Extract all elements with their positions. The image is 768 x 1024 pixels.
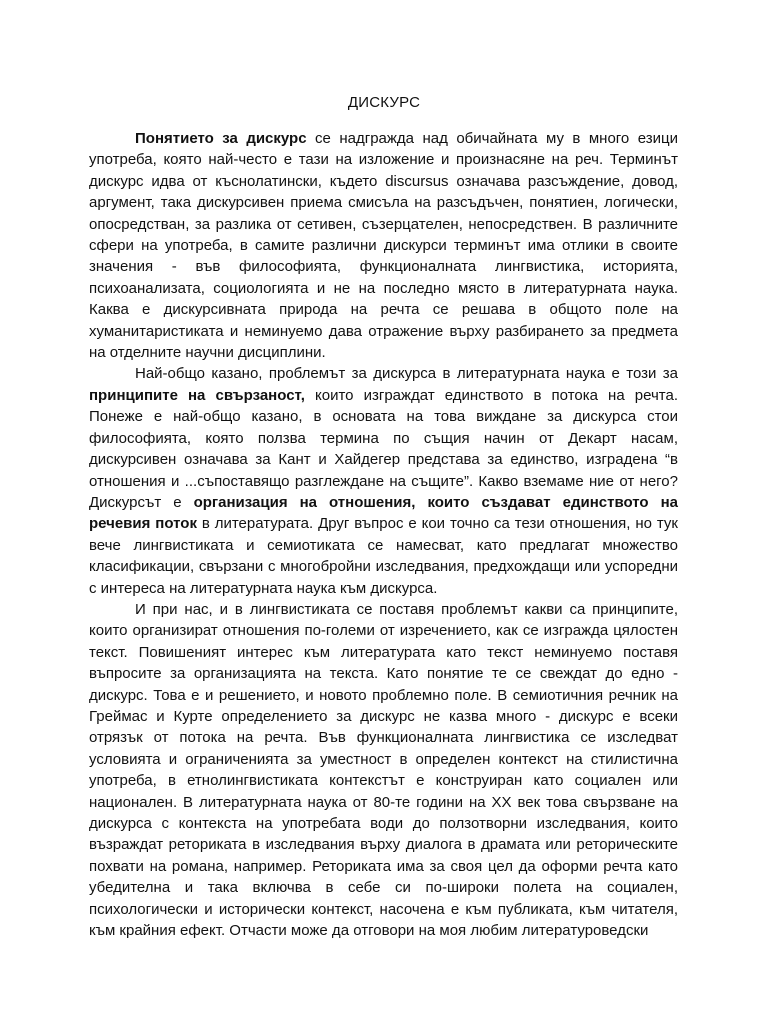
bold-term: Понятието за дискурс [135, 130, 307, 147]
paragraph-text: Най-общо казано, проблемът за дискурса в литературната наука е този за [135, 365, 678, 383]
paragraph-3 [89, 599, 678, 942]
bold-term: принципите на свързаност, [89, 386, 305, 404]
paragraph-2 [89, 363, 678, 598]
paragraph-text: И при нас, и в лингвистиката се поставя проблемът какви са принципите, които организират отношения по-големи от изречението, как се изгражда цялостен текст. Повишеният интерес към литературата като текст неминуемо поставя въпросите за организацията на текста. Като понятие те се свеждат до едно - дискурс. Това е и решението, и новото проблемно поле. В семиотичния речник на Греймас и Курте определението за дискурс не казва много - дискурс е всеки отрязък от потока на речта. Във функционалната лингвистика се изследват условията и ограниченията за уместност в определен контекст на стилистична употреба, в етнолингвистиката контекстът е конструиран като социален или национален. В литературната наука от 80-те години на XX век това свързване на дискурса с контекста на употребата води до ползотворни изследвания, които възраждат реториката в изследвания върху диалога в драмата или реторическите похвати на романа, например. Реториката има за своя цел да оформи речта като убедителна и така включва в себе си по-широки полета на социален, психологически и исторически контекст, насочена е към публиката, към читателя, към крайния ефект. Отчасти може да отговори на моя любим литературоведски [89, 600, 678, 940]
paragraph-1 [89, 128, 678, 363]
document-body [89, 128, 678, 941]
paragraph-text: в литературата. Друг въпрос е кои точно са тези отношения, но тук вече лингвистиката и семиотиката се намесват, като предлагат множество класификации, свързани с многобройни изследвания, предхождащи или успоредни с интереса на литературната наука към дискурса. [89, 515, 678, 597]
bold-term: организация на отношения, които създават единството на речевия поток [89, 493, 678, 533]
page-title: ДИСКУРС [347, 94, 421, 111]
paragraph-text: които изграждат единството в потока на речта. Понеже е най-общо казано, в основата на това виждане за дискурса стои философията, която ползва термина по същия начин от Декарт насам, дискурсивен означава за Кант и Хайдегер представа за единство, изградена “в отношения и ...съпоставящо разглеждане на същите”. Какво вземаме ние от него? Дискурсът е [89, 386, 678, 511]
paragraph-text: се надгражда над обичайната му в много езици употреба, която най-често е тази на изложение и произнасяне на реч. Терминът дискурс идва от къснолатински, където discursus означава разсъждение, довод, аргумент, така дискурсивен приема смисъла на разсъдъчен, понятиен, логически, опосредстван, за разлика от сетивен, съзерцателен, непосредствен. В различните сфери на употреба, в самите различни дискурси терминът има отлики в своите значения - във философията, функционалната лингвистика, историята, психоанализата, социологията и не на последно място в литературната наука. Каква е дискурсивната природа на речта се решава в общото поле на хуманитаристиката и неминуемо дава отражение върху разбирането за предмета на отделните научни дисциплини. [89, 130, 678, 362]
